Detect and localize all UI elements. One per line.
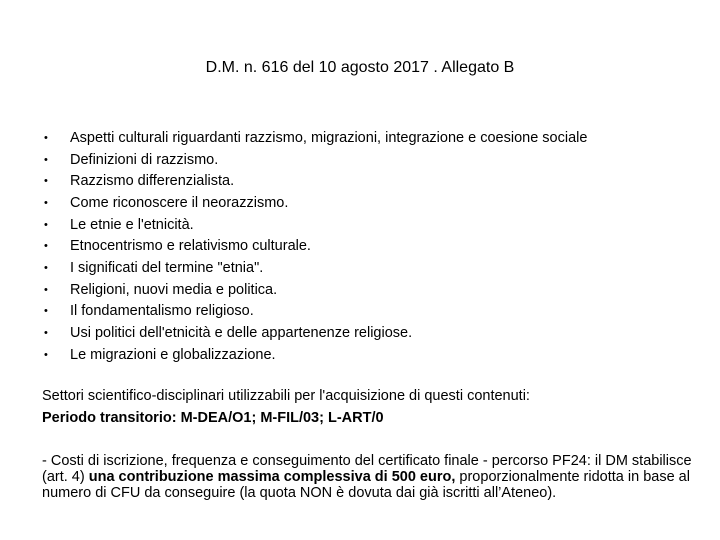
list-item-text: Aspetti culturali riguardanti razzismo, migrazioni, integrazione e coesione sociale bbox=[70, 129, 588, 146]
list-item-text: Definizioni di razzismo. bbox=[70, 151, 219, 168]
costi-text-start: - Costi di iscrizione, frequenza e conseguimento del certificato finale - percorso PF24: il DM stabilisce (art. 4) bbox=[42, 453, 692, 485]
bullet-icon: • bbox=[44, 175, 48, 188]
list-item-text: Religioni, nuovi media e politica. bbox=[70, 281, 278, 298]
list-item bbox=[44, 301, 704, 323]
list-item-text: Usi politici dell'etnicità e delle appartenenze religiose. bbox=[70, 325, 413, 342]
list-item-text: Il fondamentalismo religioso. bbox=[70, 303, 254, 320]
bullet-icon: • bbox=[44, 261, 48, 274]
list-item bbox=[44, 257, 704, 279]
periodo-transitorio: Periodo transitorio: M-DEA/O1; M-FIL/03; L-ART/0 bbox=[42, 410, 384, 426]
list-item-text: Come riconoscere il neorazzismo. bbox=[70, 194, 289, 211]
list-item bbox=[44, 170, 704, 192]
bullet-icon: • bbox=[44, 327, 48, 340]
topics-list bbox=[44, 127, 704, 366]
page-title: D.M. n. 616 del 10 agosto 2017 . Allegato B bbox=[205, 59, 515, 76]
list-item bbox=[44, 235, 704, 257]
bullet-icon: • bbox=[44, 283, 48, 296]
list-item-text: Le etnie e l'etnicità. bbox=[70, 216, 194, 233]
bullet-icon: • bbox=[44, 196, 48, 209]
list-item-text: Le migrazioni e globalizzazione. bbox=[70, 346, 276, 363]
settori-intro: Settori scientifico-disciplinari utilizzabili per l'acquisizione di questi contenuti: bbox=[42, 388, 530, 404]
list-item-text: Razzismo differenzialista. bbox=[70, 173, 235, 190]
list-item bbox=[44, 214, 704, 236]
costi-highlight: una contribuzione massima complessiva di 500 euro, bbox=[88, 469, 456, 485]
bullet-icon: • bbox=[44, 153, 48, 166]
list-item-text: I significati del termine "etnia". bbox=[70, 259, 264, 276]
list-item bbox=[44, 279, 704, 301]
list-item bbox=[44, 322, 704, 344]
settori-section bbox=[42, 385, 702, 429]
costi-paragraph bbox=[42, 453, 692, 501]
costi-text-end: proporzionalmente ridotta in base al numero di CFU da conseguire (la quota NON è dovuta dai già iscritti all’Ateneo). bbox=[42, 469, 690, 501]
bullet-icon: • bbox=[44, 348, 48, 361]
list-item bbox=[44, 149, 704, 171]
list-item-text: Etnocentrismo e relativismo culturale. bbox=[70, 238, 311, 255]
list-item bbox=[44, 127, 704, 149]
bullet-icon: • bbox=[44, 305, 48, 318]
list-item bbox=[44, 344, 704, 366]
bullet-icon: • bbox=[44, 218, 48, 231]
bullet-icon: • bbox=[44, 131, 48, 144]
bullet-icon: • bbox=[44, 240, 48, 253]
list-item bbox=[44, 192, 704, 214]
